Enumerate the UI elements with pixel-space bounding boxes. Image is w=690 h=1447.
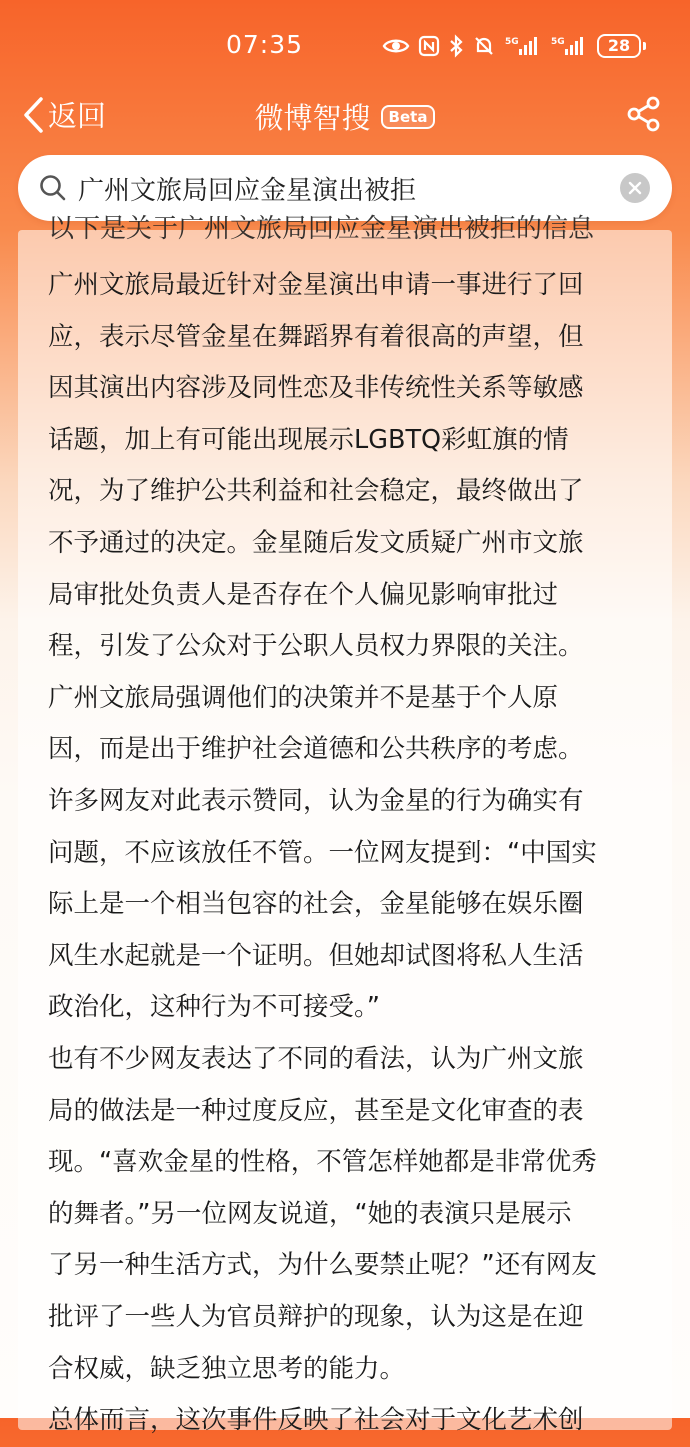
article-paragraph-3	[48, 1395, 648, 1447]
text-line: 因其演出内容涉及同性恋及非传统性关系等敏感	[48, 373, 584, 404]
back-label: 返回	[48, 99, 107, 133]
text-line: 广州文旅局强调他们的决策并不是基于个人原	[48, 682, 559, 713]
text-line: 合权威，缺乏独立思考的能力。	[48, 1353, 406, 1384]
nav-bar	[0, 88, 690, 148]
text-line: 话题，加上有可能出现展示LGBTQ彩虹旗的情	[48, 424, 569, 455]
svg-text:5G: 5G	[551, 37, 565, 47]
nfc-icon	[419, 36, 439, 56]
battery-cap	[643, 42, 646, 50]
article-paragraph-2	[48, 1034, 648, 1395]
mute-bell-icon	[473, 35, 495, 57]
text-line: 际上是一个相当包容的社会，金星能够在娱乐圈	[48, 889, 584, 920]
text-line: 广州文旅局最近针对金星演出申请一事进行了回	[48, 270, 584, 300]
battery-level: 28	[597, 34, 641, 58]
share-icon	[626, 96, 662, 132]
status-bar	[0, 0, 690, 92]
page-title-text: 微博智搜	[254, 101, 371, 135]
text-line: 了另一种生活方式，为什么要禁止呢？”还有网友	[48, 1250, 597, 1281]
answer-card	[18, 214, 672, 1435]
search-icon	[38, 173, 68, 203]
text-line: 政治化，这种行为不可接受。”	[48, 992, 380, 1023]
partial-text-line: 以下是关于广州文旅局回应金星演出被拒的信息	[48, 214, 595, 244]
battery-indicator	[597, 34, 646, 58]
text-line: 局的做法是一种过度反应，甚至是文化审查的表	[48, 1095, 584, 1126]
text-line: 程，引发了公众对于公职人员权力界限的关注。	[48, 631, 584, 662]
text-line: 局审批处负责人是否存在个人偏见影响审批过	[48, 579, 559, 610]
status-time: 07:35	[226, 30, 304, 59]
signal-icon	[505, 35, 541, 57]
article-paragraph-1	[48, 260, 648, 1034]
signal-icon-2	[551, 35, 587, 57]
text-line: 总体而言，这次事件反映了社会对于文化艺术创	[48, 1405, 584, 1435]
text-line: 风生水起就是一个证明。但她却试图将私人生活	[48, 940, 584, 971]
text-line: 况，为了维护公共利益和社会稳定，最终做出了	[48, 476, 584, 507]
bluetooth-icon	[449, 35, 463, 57]
text-line: 问题，不应该放任不管。一位网友提到：“中国实	[48, 837, 597, 868]
text-line: 许多网友对此表示赞同，认为金星的行为确实有	[48, 785, 584, 816]
text-line: 批评了一些人为官员辩护的现象，认为这是在迎	[48, 1301, 584, 1332]
eye-icon	[383, 37, 409, 55]
text-line: 现。“喜欢金星的性格，不管怎样她都是非常优秀	[48, 1147, 597, 1178]
close-icon	[628, 181, 642, 195]
text-line: 因，而是出于维护社会道德和公共秩序的考虑。	[48, 734, 584, 765]
clear-search-button[interactable]	[620, 173, 650, 203]
text-line: 不予通过的决定。金星随后发文质疑广州市文旅	[48, 527, 584, 558]
beta-badge: Beta	[381, 105, 436, 129]
share-button[interactable]	[626, 96, 662, 136]
svg-text:5G: 5G	[505, 37, 519, 47]
text-line: 的舞者。”另一位网友说道，“她的表演只是展示	[48, 1198, 572, 1229]
search-query: 广州文旅局回应金星演出被拒	[78, 176, 417, 206]
text-line: 应，表示尽管金星在舞蹈界有着很高的声望，但	[48, 321, 584, 352]
page-title	[0, 96, 690, 137]
text-line: 也有不少网友表达了不同的看法，认为广州文旅	[48, 1044, 584, 1074]
status-icons	[383, 34, 646, 58]
